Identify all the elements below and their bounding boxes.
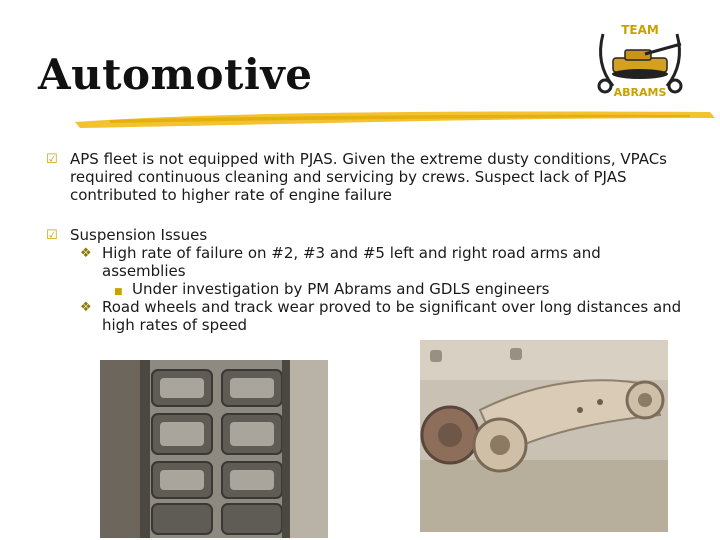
- team-abrams-logo: [585, 14, 695, 104]
- checkbox-bullet-icon: ☑: [46, 228, 58, 243]
- logo-abrams-text: ABRAMS: [613, 86, 667, 99]
- title-underline-brush: [70, 104, 720, 134]
- bullet-suspension-issues: [46, 226, 686, 244]
- bullet-road-arms: [46, 244, 686, 280]
- track-wear-photo: [100, 360, 328, 538]
- bullet-text: Road wheels and track wear proved to be significant over long distances and high rates of speed: [102, 298, 682, 334]
- logo-team-text: TEAM: [621, 23, 659, 37]
- bullet-text: High rate of failure on #2, #3 and #5 left and right road arms and assemblies: [102, 244, 601, 280]
- broken-road-arm-photo: [420, 340, 668, 532]
- bullet-aps-fleet: [46, 150, 686, 204]
- bullet-text: Suspension Issues: [70, 226, 208, 244]
- checkbox-bullet-icon: ☑: [46, 152, 58, 167]
- bullet-road-wheels: [46, 298, 686, 334]
- bullet-text: Under investigation by PM Abrams and GDLS engineers: [132, 280, 550, 298]
- slide-title: Automotive: [38, 50, 313, 99]
- bullet-investigation: [46, 280, 686, 298]
- bullet-text: APS fleet is not equipped with PJAS. Given the extreme dusty conditions, VPACs required continuous cleaning and servicing by crews. Suspect lack of PJAS contributed to higher rate of engine failure: [70, 150, 667, 204]
- bullet-list: [46, 150, 686, 334]
- square-bullet-icon: ■: [114, 287, 123, 297]
- diamond-bullet-icon: ❖: [80, 246, 92, 261]
- diamond-bullet-icon: ❖: [80, 300, 92, 315]
